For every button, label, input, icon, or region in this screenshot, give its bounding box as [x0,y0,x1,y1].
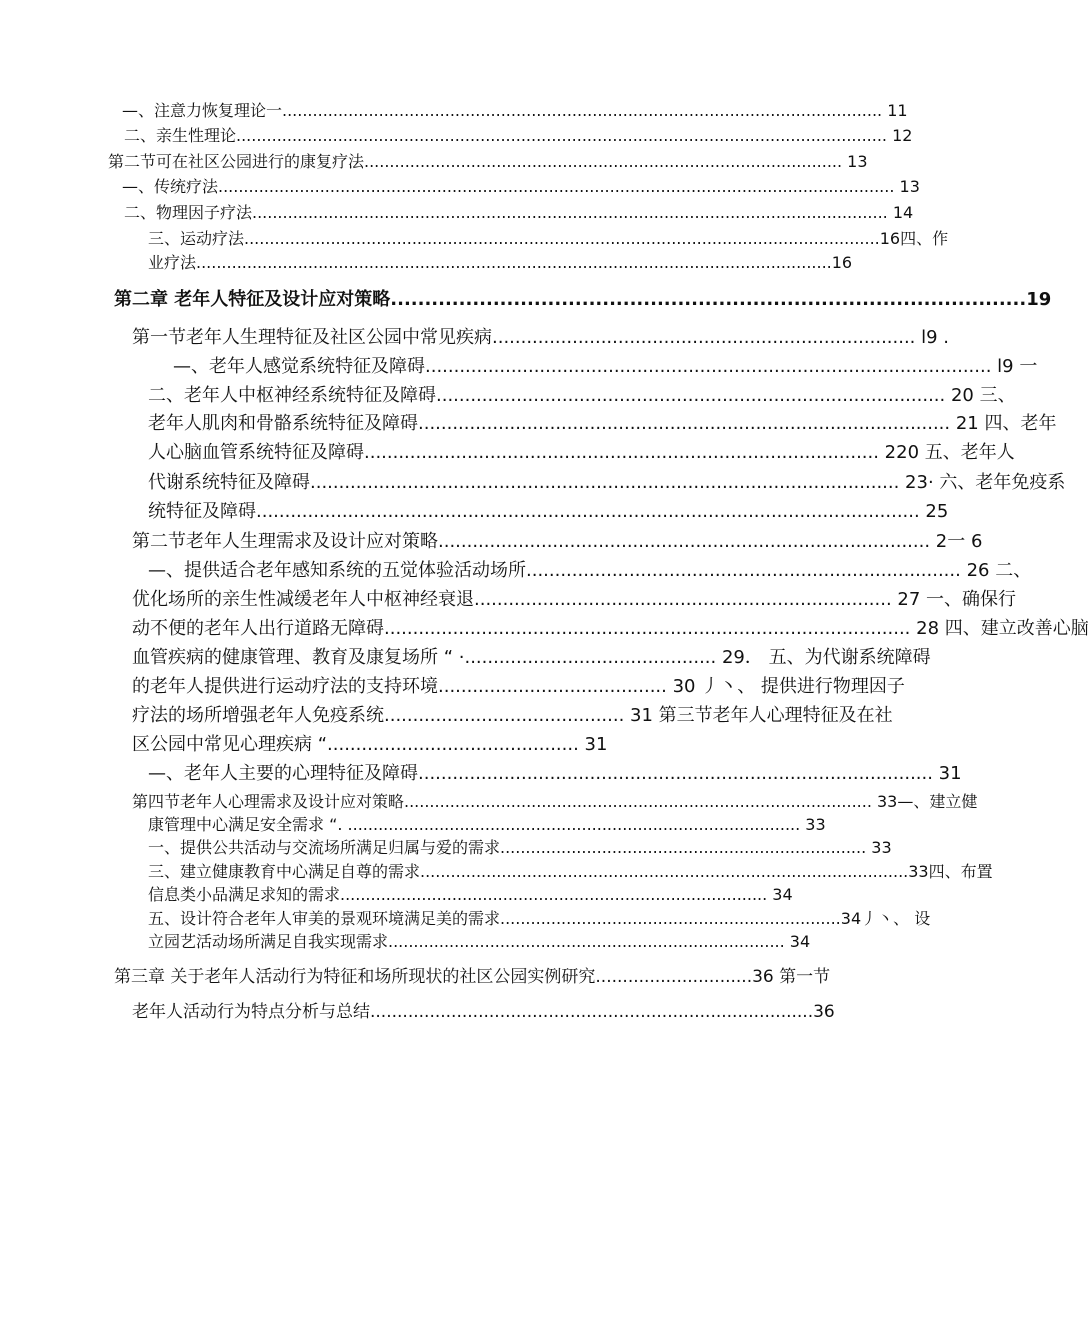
toc-entry: —、传统疗法..................................................................................................................................... 13 [122,177,920,196]
toc-entry: 二、物理因子疗法............................................................................................................................. 14 [124,203,914,222]
toc-entry: 代谢系统特征及障碍....................................................................................................... 23· 六、老年免疫系 [148,472,1066,493]
toc-entry: 人心脑血管系统特征及障碍.......................................................................................... 220 五、老年人 [148,442,1015,463]
toc-entry: 血管疾病的健康管理、教育及康复场所 “ ·............................................ 29． 五、为代谢系统障碍 [132,647,931,668]
toc-entry: 疗法的场所增强老年人免疫系统.......................................... 31 第三节老年人心理特征及在社 [132,705,893,726]
toc-entry: 第一节老年人生理特征及社区公园中常见疾病.......................................................................... l9 . [132,327,950,348]
toc-entry: —、提供适合老年感知系统的五觉体验活动场所............................................................................ 26 二、 [148,560,1032,581]
toc-entry: 老年人肌肉和骨骼系统特征及障碍............................................................................................. 21 四、老年 [148,413,1057,434]
chapter-heading: 第三章 关于老年人活动行为特征和场所现状的社区公园实例研究.............................36 第一节 [114,967,831,987]
toc-entry: 五、设计符合老年人审美的景观环境满足美的需求...................................................................34丿丶、 设 [148,909,931,928]
toc-entry: 优化场所的亲生性减缓老年人中枢神经衰退......................................................................... 27 一、确保行 [132,589,1017,610]
toc-entry: 二、老年人中枢神经系统特征及障碍......................................................................................... 20 三、 [148,385,1016,406]
toc-entry: 老年人活动行为特点分析与总结..................................................................................36 [132,1002,835,1022]
toc-entry: 业疗法.............................................................................................................................16 [148,253,853,272]
toc-entry: 统特征及障碍.................................................................................................................... 25 [148,501,949,522]
toc-entry: 区公园中常见心理疾病 “............................................ 31 [132,734,608,755]
toc-entry: 三、建立健康教育中心满足自尊的需求................................................................................................33四、布置 [148,862,993,881]
toc-entry: 动不便的老年人出行道路无障碍............................................................................................ 28 四、建立改善心脑 [132,618,1089,639]
toc-entry: 三、运动疗法.............................................................................................................................16四、作 [148,229,949,248]
toc-entry: —、老年人感觉系统特征及障碍................................................................................................... l9 一 [173,356,1038,377]
toc-entry: 的老年人提供进行运动疗法的支持环境........................................ 30 丿丶、 提供进行物理因子 [132,676,905,697]
toc-entry: 第四节老年人心理需求及设计应对策略............................................................................................ 33—、建立健 [132,792,978,811]
toc-entry: 立园艺活动场所满足自我实现需求.............................................................................. 34 [148,932,811,951]
toc-entry: —、老年人主要的心理特征及障碍.......................................................................................... 31 [148,763,962,784]
toc-entry: 一、提供公共活动与交流场所满足归属与爱的需求........................................................................ 33 [148,838,892,857]
toc-entry: 信息类小品满足求知的需求.................................................................................... 34 [148,885,793,904]
toc-entry: —、注意力恢复理论一...................................................................................................................... 11 [122,101,908,120]
toc-entry: 康管理中心满足安全需求 “. ......................................................................................... 33 [148,815,826,834]
toc-entry: 第二节可在社区公园进行的康复疗法.............................................................................................. 13 [108,152,868,171]
chapter-heading: 第二章 老年人特征及设计应对策略.............................................................................................19 [114,289,1052,310]
toc-entry: 第二节老年人生理需求及设计应对策略...................................................................................... 2一 6 [132,531,983,552]
toc-entry: 二、亲生性理论................................................................................................................................ 12 [124,126,913,145]
